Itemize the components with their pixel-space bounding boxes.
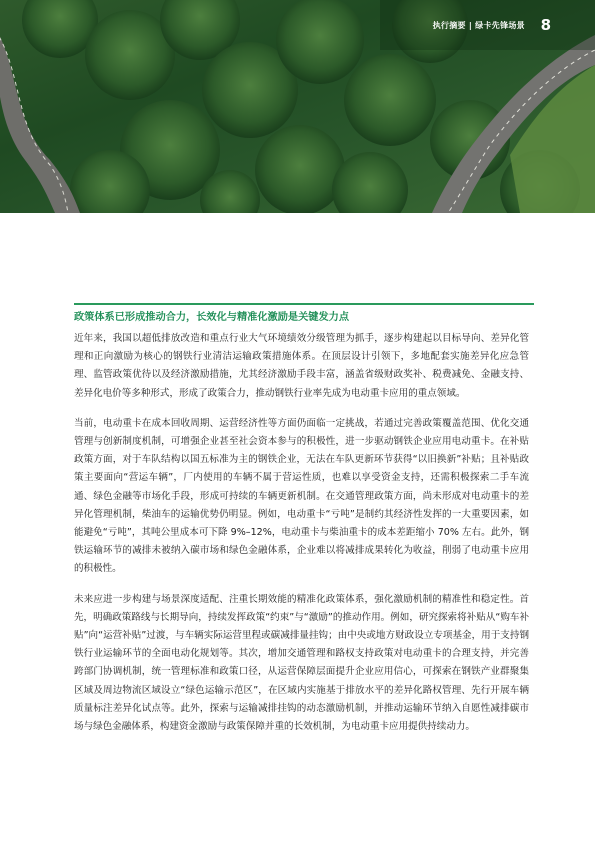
page-number: 8 xyxy=(540,16,551,34)
paragraph: 近年来，我国以超低排放改造和重点行业大气环境绩效分级管理为抓手，逐步构建起以目标导向、差异化管理和正向激励为核心的钢铁行业清洁运输政策措施体系。在顶层设计引领下，多地配套实施差异化应急管理、监管政策优待以及经济激励措施，尤其经济激励手段丰富，涵盖省级财政奖补、税费减免、金融支持、差异化电价等多种形式，形成了政策合力，推动钢铁行业率先成为电动重卡应用的重点领域。 xyxy=(74,333,529,399)
body-text xyxy=(74,330,529,748)
hero-photo xyxy=(0,0,595,213)
forest-road-illustration xyxy=(0,0,595,213)
header-breadcrumb: 执行摘要 | 绿卡先锋场景 xyxy=(432,21,525,30)
paragraph: 未来应进一步构建与场景深度适配、注重长期效能的精准化政策体系，强化激励机制的精准性和稳定性。首先，明确政策路线与长期导向，持续发挥政策“约束”与“激励”的推动作用。例如，研究探索将补贴从“购车补贴”向“运营补贴”过渡，与车辆实际运营里程或碳减排量挂钩；由中央或地方财政设立专项基金，用于支持钢铁行业运输环节的全面电动化规划等。其次，增加交通管理和路权支持政策对电动重卡的合理支持，并完善跨部门协调机制，统一管理标准和政策口径，从运营保障层面提升企业应用信心，可探索在钢铁产业群聚集区域及周边物流区域设立“绿色运输示范区”，在区域内实施基于排放水平的差异化路权管理、先行开展车辆质量标注差异化试点等。此外，探索与运输减排挂钩的动态激励机制，并推动运输环节纳入自愿性减排碳市场与绿色金融体系，构建资金激励与政策保障并重的长效机制，为电动重卡应用提供持续动力。 xyxy=(74,593,529,733)
paragraph: 当前，电动重卡在成本回收周期、运营经济性等方面仍面临一定挑战，若通过完善政策覆盖范围、优化交通管理与创新制度机制，可增强企业甚至社会资本参与的积极性，进一步驱动钢铁企业应用电动重卡。在补贴政策方面，对于车队结构以国五标准为主的钢铁企业，无法在车队更新环节获得“以旧换新”补贴；且补贴政策主要面向“营运车辆”，厂内使用的车辆不属于营运性质，也难以享受资金支持，还需积极探索二手车流通、绿色金融等市场化手段，形成可持续的车辆更新机制。在交通管理政策方面，尚未形成对电动重卡的差异化管理机制，柴油车的运输优势仍明显。例如，电动重卡“亏吨”是制约其经济性发挥的一大重要因素，如能避免“亏吨”，其吨公里成本可下降 9%–12%，电动重卡与柴油重卡的成本差距缩小 70% 左右。此外，钢铁运输环节的减排未被纳入碳市场和绿色金融体系，企业难以将减排成果转化为收益，削弱了电动重卡应用的积极性。 xyxy=(74,417,529,575)
section-heading: 政策体系已形成推动合力，长效化与精准化激励是关键发力点 xyxy=(74,303,534,323)
